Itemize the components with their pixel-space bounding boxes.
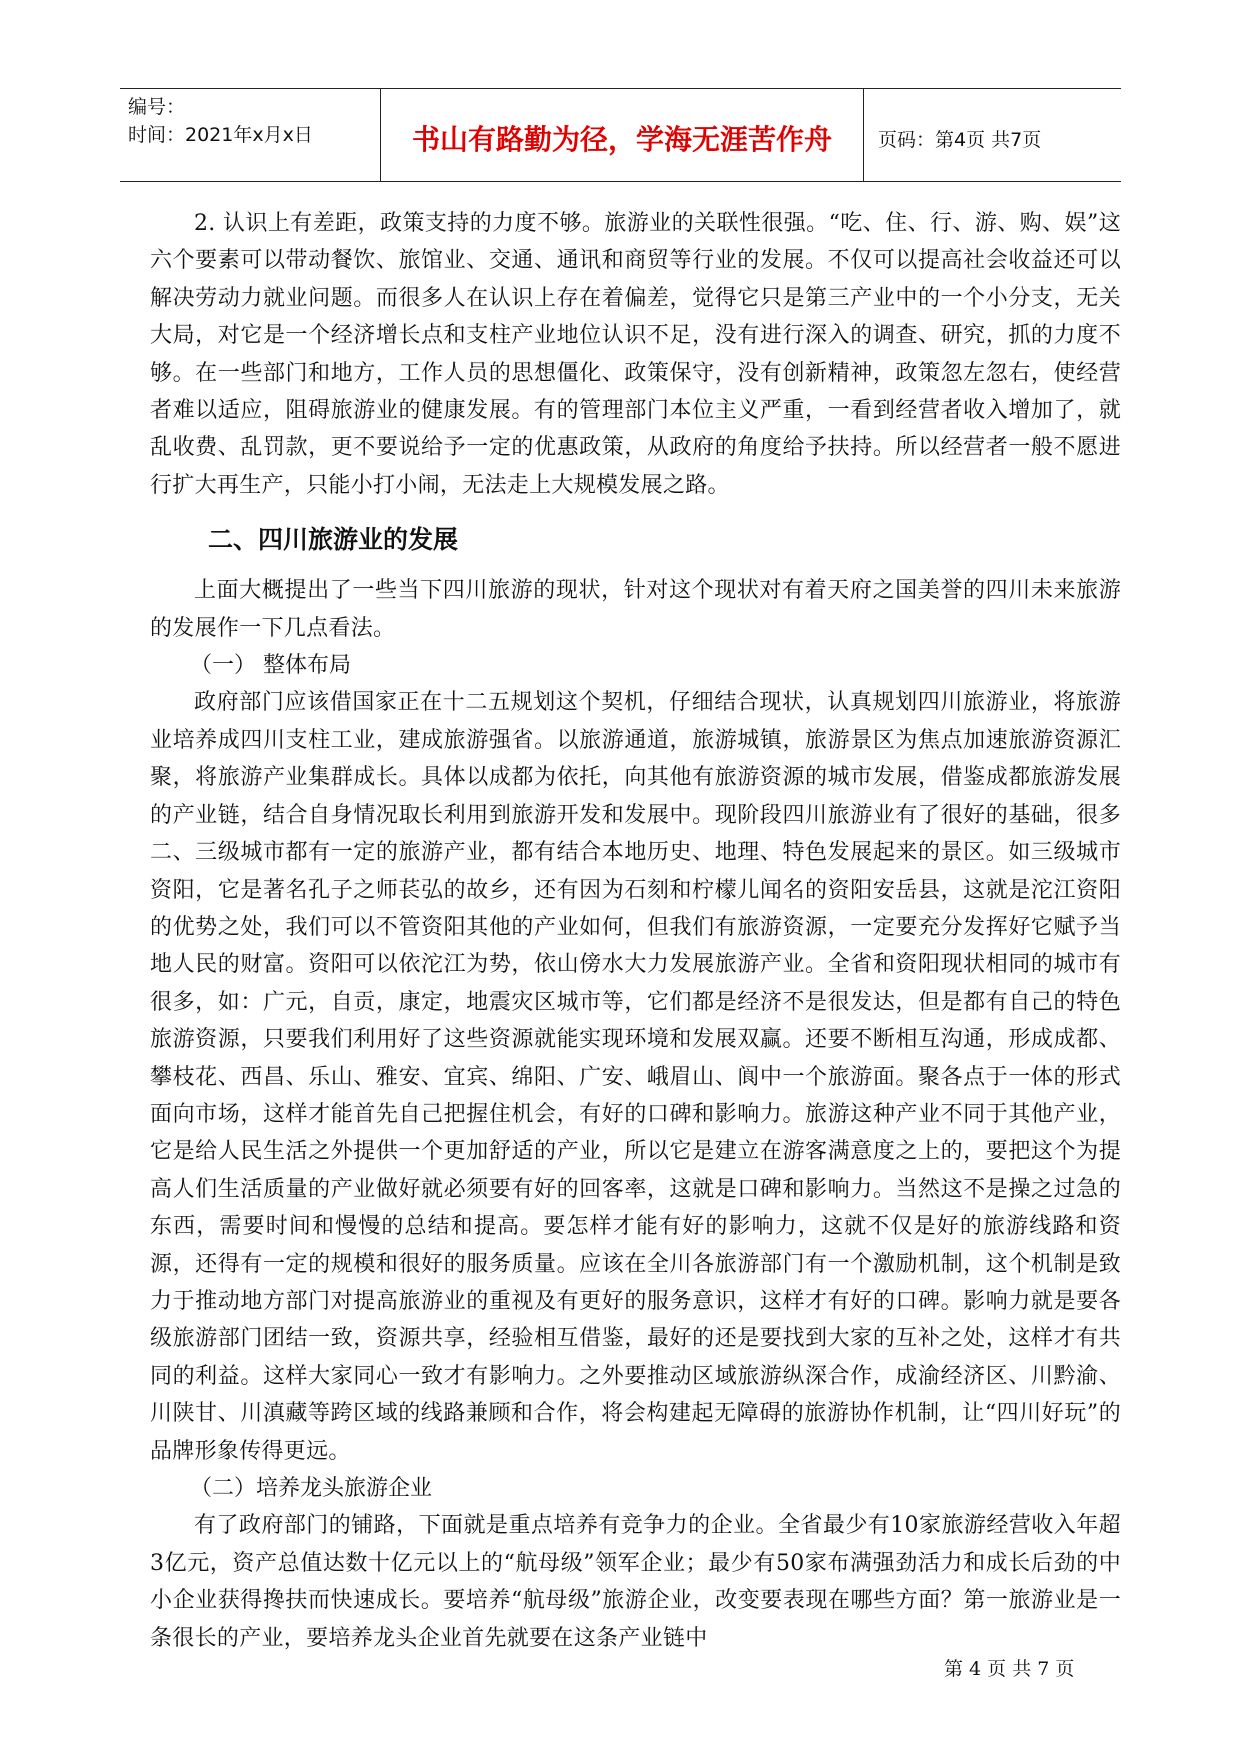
subsection-heading: （二）培养龙头旅游企业 (190, 1476, 433, 1501)
paragraph: 上面大概提出了一些当下四川旅游的现状，针对这个现状对有着天府之国美誉的四川未来旅游的发展作一下几点看法。 (150, 578, 1121, 641)
paragraph: 政府部门应该借国家正在十二五规划这个契机，仔细结合现状，认真规划四川旅游业，将旅游业培养成四川支柱工业，建成旅游强省。以旅游通道，旅游城镇，旅游景区为焦点加速旅游资源汇聚，将旅游产业集群成长。具体以成都为依托，向其他有旅游资源的城市发展，借鉴成都旅游发展的产业链，结合自身情况取长利用到旅游开发和发展中。现阶段四川旅游业有了很好的基础，很多二、三级城市都有一定的旅游产业，都有结合本地历史、地理、特色发展起来的景区。如三级城市资阳，它是著名孔子之师苌弘的故乡，还有因为石刻和柠檬儿闻名的资阳安岳县，这就是沱江资阳的优势之处，我们可以不管资阳其他的产业如何，但我们有旅游资源，一定要充分发挥好它赋予当地人民的财富。资阳可以依沱江为势，依山傍水大力发展旅游产业。全省和资阳现状相同的城市有很多，如：广元，自贡，康定，地震灾区城市等，它们都是经济不是很发达，但是都有自己的特色旅游资源，只要我们利用好了这些资源就能实现环境和发展双赢。还要不断相互沟通，形成成都、攀枝花、西昌、乐山、雅安、宜宾、绵阳、广安、峨眉山、阆中一个旅游面。聚各点于一体的形式面向市场，这样才能首先自己把握住机会，有好的口碑和影响力。旅游这种产业不同于其他产业，它是给人民生活之外提供一个更加舒适的产业，所以它是建立在游客满意度之上的，要把这个为提高人们生活质量的产业做好就必须要有好的回客率，这就是口碑和影响力。当然这不是操之过急的东西，需要时间和慢慢的总结和提高。要怎样才能有好的影响力，这就不仅是好的旅游线路和资源，还得有一定的规模和很好的服务质量。应该在全川各旅游部门有一个激励机制，这个机制是致力于推动地方部门对提高旅游业的重视及有更好的服务意识，这样才有好的口碑。影响力就是要各级旅游部门团结一致，资源共享，经验相互借鉴，最好的还是要找到大家的互补之处，这样才有共同的利益。这样大家同心一致才有影响力。之外要推动区域旅游纵深合作，成渝经济区、川黔渝、川陕甘、川滇藏等跨区域的线路兼顾和合作，将会构建起无障碍的旅游协作机制，让“四川好玩”的品牌形象传得更远。 (150, 690, 1121, 1464)
header-page-info: 页码：第4页 共7页 (878, 128, 1042, 151)
paragraph: 2. 认识上有差距，政策支持的力度不够。旅游业的关联性很强。“吃、住、行、游、购、娱”这六个要素可以带动餐饮、旅馆业、交通、通讯和商贸等行业的发展。不仅可以提高社会收益还可以解决劳动力就业问题。而很多人在认识上存在着偏差，觉得它只是第三产业中的一个小分支，无关大局，对它是一个经济增长点和支柱产业地位认识不足，没有进行深入的调查、研究，抓的力度不够。在一些部门和地方，工作人员的思想僵化、政策保守，没有创新精神，政策忽左忽右，使经营者难以适应，阻碍旅游业的健康发展。有的管理部门本位主义严重，一看到经营者收入增加了，就乱收费、乱罚款，更不要说给予一定的优惠政策，从政府的角度给予扶持。所以经营者一般不愿进行扩大再生产，只能小打小闹，无法走上大规模发展之路。 (150, 211, 1121, 498)
page-header (120, 88, 1121, 182)
document-body (150, 205, 1121, 1657)
header-motto: 书山有路勤为径，学海无涯苦作舟 (380, 89, 864, 181)
document-time-label: 时间：2021年x月x日 (128, 124, 313, 146)
paragraph: 有了政府部门的铺路，下面就是重点培养有竞争力的企业。全省最少有10家旅游经营收入年超3亿元，资产总值达数十亿元以上的“航母级”领军企业；最少有50家布满强劲活力和成长后劲的中小企业获得搀扶而快速成长。要培养“航母级”旅游企业，改变要表现在哪些方面？第一旅游业是一条很长的产业，要培养龙头企业首先就要在这条产业链中 (150, 1513, 1121, 1651)
page-footer-number: 第 4 页 共 7 页 (944, 1658, 1075, 1680)
document-number-label: 编号： (128, 96, 186, 118)
header-left-cell (120, 89, 380, 181)
section-heading: 二、四川旅游业的发展 (208, 525, 459, 555)
subsection-heading: （一） 整体布局 (190, 653, 351, 679)
